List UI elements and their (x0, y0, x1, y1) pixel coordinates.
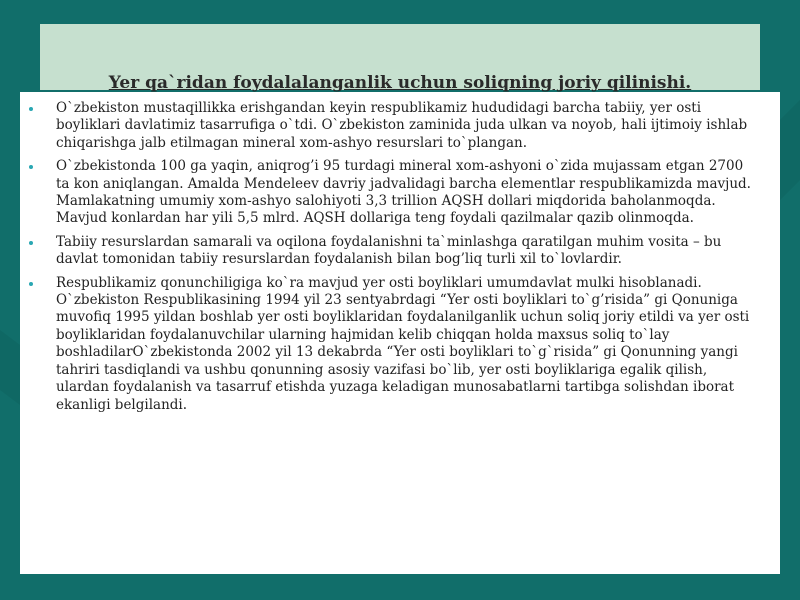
content-panel (20, 92, 780, 574)
list-item (56, 234, 760, 269)
list-item (56, 275, 760, 414)
bullet-dot-icon (29, 165, 33, 169)
bullet-text: O`zbekistonda 100 ga yaqin, aniqrog’i 95 turdagi mineral xom-ashyoni o`zida mujassam etgan 2700 ta kon aniqlangan. Amalda Mendeleev davriy jadvalidagi barcha elementlar respublikamizda mavjud. Mamlakatning umumiy xom-ashyo salohiyoti 3,3 trillion AQSH dollari miqdorida baholanmoqda. Mavjud konlardan har yili 5,5 mlrd. AQSH dollariga teng foydali qazilmalar qazib olinmoqda. (56, 158, 751, 227)
slide-title: Yer qa`ridan foydalalanganlik uchun soliqning joriy qilinishi. (108, 74, 692, 92)
bullet-text: Tabiiy resurslardan samarali va oqilona foydalanishni ta`minlashga qaratilgan muhim vosita – bu davlat tomonidan tabiiy resurslardan foydalanish bilan bog’liq turli xil to`lovlardir. (56, 233, 722, 268)
bullet-text: O`zbekiston mustaqillikka erishgandan keyin respublikamiz hududidagi barcha tabiiy, yer osti boyliklari davlatimiz tasarrufiga o`tdi. O`zbekiston zaminida juda ulkan va noyob, hali ijtimoiy ishlab chiqarishga jalb etilmagan mineral xom-ashyo resurslari to`plangan. (56, 100, 748, 151)
bullet-dot-icon (29, 282, 33, 286)
list-item (56, 100, 760, 152)
bullet-list (56, 100, 760, 420)
list-item (56, 158, 760, 228)
bullet-dot-icon (29, 241, 33, 245)
bullet-dot-icon (29, 107, 33, 111)
bullet-text: Respublikamiz qonunchiligiga ko`ra mavjud yer osti boyliklari umumdavlat mulki hisoblanadi. O`zbekiston Respublikasining 1994 yil 23 sentyabrdagi “Yer osti boyliklari to`g’risida” gi Qonuniga muvofiq 1995 yildan boshlab yer osti boyliklaridan foydalanilganlik uchun soliq joriy etildi va yer osti boyliklaridan foydalanuvchilar ularning hajmidan kelib chiqqan holda maxsus soliq to`lay boshladilarO`zbekistonda 2002 yil 13 dekabrda “Yer osti boyliklari to`g`risida” gi Qonunning yangi tahriri tasdiqlandi va ushbu qonunning asosiy vazifasi bo`lib, yer osti boyliklariga egalik qilish, ulardan foydalanish va tasarruf etishda yuzaga keladigan munosabatlarni tartibga solishdan iborat ekanligi belgilandi. (56, 274, 750, 413)
